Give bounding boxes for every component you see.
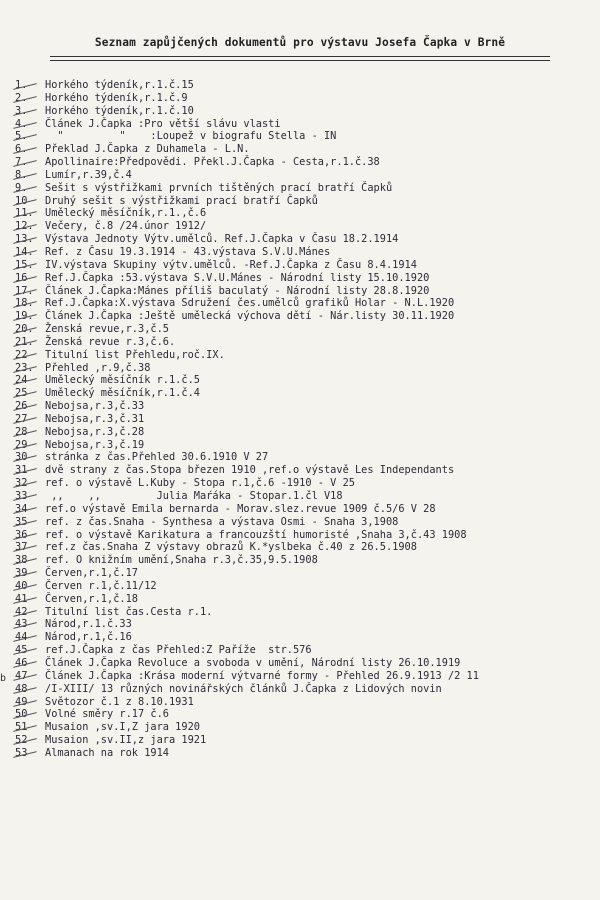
list-item	[15, 554, 595, 567]
item-text: Večery, č.8 /24.únor 1912/	[45, 220, 207, 233]
list-item	[15, 362, 595, 375]
title-underline-1	[50, 56, 550, 57]
list-item	[15, 259, 595, 272]
item-number: 50	[15, 708, 45, 721]
list-item	[15, 644, 595, 657]
list-item	[15, 490, 595, 503]
item-text: Horkého týdeník,r.1.č.15	[45, 79, 194, 91]
item-text: ref. O knižním umění,Snaha r.3,č.35,9.5.1908	[45, 554, 318, 567]
item-number: 10	[15, 195, 45, 208]
item-text: Umělecký měsíčník,r.1.č.4	[45, 387, 200, 400]
item-number: 24	[15, 374, 45, 387]
list-item	[15, 747, 595, 760]
list-item	[15, 207, 595, 220]
item-number: 28	[15, 426, 45, 439]
item-number: 25	[15, 387, 45, 400]
item-text: Druhý sešit s výstřižkami prací bratří Čapků	[45, 194, 318, 207]
item-text: Článek J.Čapka :Krása moderní výtvarné formy - Přehled 26.9.1913 /2 11	[45, 669, 479, 682]
list-item	[15, 349, 595, 362]
list-item	[15, 310, 595, 323]
item-number: 15.	[15, 259, 45, 272]
item-number: 38	[15, 554, 45, 567]
item-text: Musaion ,sv.I,Z jara 1920	[45, 721, 200, 734]
item-text: Ženská revue r.3,č.6.	[45, 335, 176, 348]
list-item	[15, 182, 595, 195]
list-item	[15, 400, 595, 413]
item-number: 14.	[15, 246, 45, 259]
item-text: Titulní list Přehledu,roč.IX.	[45, 348, 225, 361]
item-number: 9.	[15, 182, 45, 195]
title-underline-2	[50, 60, 550, 61]
item-text: " " :Loupež v biografu Stella - IN	[45, 130, 337, 143]
list-item	[15, 246, 595, 259]
list-item	[15, 92, 595, 105]
item-number: 53	[15, 747, 45, 760]
item-text: ref.J.Čapka z čas Přehled:Z Paříže str.576	[45, 644, 312, 657]
list-item	[15, 272, 595, 285]
margin-mark: b	[0, 673, 7, 684]
item-text: ref. o výstavě Karikatura a francouzští humoristé ,Snaha 3,č.43 1908	[45, 528, 467, 541]
document-list	[15, 79, 595, 760]
list-item	[15, 374, 595, 387]
list-item	[15, 606, 595, 619]
item-text: Ref.J.Čapka :53.výstava S.V.U.Mánes - Národní listy 15.10.1920	[45, 271, 430, 284]
list-item	[15, 516, 595, 529]
list-item	[15, 683, 595, 696]
item-text: ,, ,, Julia Maŕáka - Stopar.1.čl V18	[45, 490, 343, 502]
item-number: 2.	[15, 92, 45, 105]
item-text: Červen r.1,č.11/12	[45, 579, 157, 592]
list-item	[15, 297, 595, 310]
item-text: Světozor č.1 z 8.10.1931	[45, 695, 194, 708]
item-number: 22	[15, 349, 45, 362]
item-number: 4.	[15, 118, 45, 131]
item-text: Přehled ,r.9,č.38	[45, 361, 151, 374]
list-item	[15, 593, 595, 606]
list-item	[15, 529, 595, 542]
item-text: Ref.J.Čapka:X.výstava Sdružení čes.umělců grafiků Holar - N.L.1920	[45, 297, 455, 310]
item-number: 5.	[15, 130, 45, 143]
document-title: Seznam zapůjčených dokumentů pro výstavu Josefa Čapka v Brně	[94, 36, 506, 49]
item-text: Umělecký měsíčník,r.1.,č.6	[45, 207, 207, 220]
list-item	[15, 451, 595, 464]
item-number: 16	[15, 272, 45, 285]
list-item	[15, 285, 595, 298]
item-number: 7.	[15, 156, 45, 169]
item-text: Apollinaire:Předpovědi. Překl.J.Čapka - Cesta,r.1.č.38	[45, 156, 380, 169]
list-item	[15, 734, 595, 747]
list-item	[15, 413, 595, 426]
item-text: Článek J.Čapka :Ještě umělecká výchova dětí - Nár.listy 30.11.1920	[45, 310, 455, 323]
item-text: Nebojsa,r.3,č.28	[45, 425, 145, 438]
list-item	[15, 657, 595, 670]
item-text: ref. o výstavě L.Kuby - Stopa r.1,č.6 -1910 - V 25	[45, 477, 355, 490]
item-number: 12.	[15, 220, 45, 233]
item-number: 21.	[15, 336, 45, 349]
list-item	[15, 439, 595, 452]
item-text: Sešit s výstřižkami prvních tištěných prací bratří Čapků	[45, 181, 393, 194]
list-item	[15, 618, 595, 631]
item-text: Musaion ,sv.II,z jara 1921	[45, 734, 207, 747]
item-text: Překlad J.Čapka z Duhamela - L.N.	[45, 143, 250, 156]
item-number: 36	[15, 529, 45, 542]
item-number: 34	[15, 503, 45, 516]
item-number: 20.	[15, 323, 45, 336]
item-text: Horkého týdeník,r.1.č.10	[45, 104, 194, 117]
list-item	[15, 541, 595, 554]
item-number: 13.	[15, 233, 45, 246]
list-item	[15, 220, 595, 233]
item-text: Červen,r.1,č.18	[45, 592, 138, 605]
item-text: Volné směry r.17 č.6	[45, 708, 169, 721]
list-item	[15, 79, 595, 92]
list-item	[15, 336, 595, 349]
list-item	[15, 118, 595, 131]
item-number: 26	[15, 400, 45, 413]
item-number: 39	[15, 567, 45, 580]
list-item	[15, 503, 595, 516]
item-number: 52	[15, 734, 45, 747]
item-number: 19.	[15, 310, 45, 323]
item-text: stránka z čas.Přehled 30.6.1910 V 27	[45, 451, 269, 464]
item-number: 37	[15, 541, 45, 554]
item-number: 32	[15, 477, 45, 490]
list-item	[15, 169, 595, 182]
list-item	[15, 477, 595, 490]
item-text: Nebojsa,r.3,č.33	[45, 400, 145, 413]
item-text: Ref. z Času 19.3.1914 - 43.výstava S.V.U.Mánes	[45, 245, 331, 258]
item-text: Článek J.Čapka :Pro větší slávu vlasti	[45, 117, 281, 130]
item-number: 29	[15, 439, 45, 452]
item-text: Nebojsa,r.3,č.19	[45, 438, 145, 451]
item-number: 51	[15, 721, 45, 734]
item-number: 47	[15, 670, 45, 683]
item-number: 46	[15, 657, 45, 670]
list-item	[15, 670, 595, 683]
list-item	[15, 130, 595, 143]
item-number: 30	[15, 451, 45, 464]
item-number: 49	[15, 696, 45, 709]
item-number: 1.	[15, 79, 45, 92]
item-number: 44	[15, 631, 45, 644]
item-number: 6.	[15, 143, 45, 156]
item-text: Lumír,r.39,č.4	[45, 168, 132, 181]
item-text: ref. z čas.Snaha - Synthesa a výstava Osmi - Snaha 3,1908	[45, 515, 399, 528]
list-item	[15, 143, 595, 156]
item-number: 43	[15, 618, 45, 631]
list-item	[15, 567, 595, 580]
item-number: 33	[15, 490, 45, 503]
item-text: Ženská revue,r.3,č.5	[45, 323, 169, 336]
list-item	[15, 696, 595, 709]
item-text: ref.o výstavě Emila bernarda - Morav.slez.revue 1909 č.5/6 V 28	[45, 502, 436, 515]
list-item	[15, 580, 595, 593]
item-number: 8.	[15, 169, 45, 182]
list-item	[15, 387, 595, 400]
item-number: 48	[15, 683, 45, 696]
item-number: 42	[15, 606, 45, 619]
item-number: 23.	[15, 362, 45, 375]
list-item	[15, 323, 595, 336]
item-number: 31	[15, 464, 45, 477]
item-text: Almanach na rok 1914	[45, 746, 169, 759]
item-text: Článek J.Čapka:Mánes příliš baculatý - Národní listy 28.8.1920	[45, 284, 430, 297]
item-text: Červen,r.1,č.17	[45, 567, 138, 580]
list-item	[15, 233, 595, 246]
item-text: Národ,r.1,č.16	[45, 631, 132, 644]
item-number: 41	[15, 593, 45, 606]
item-text: /I-XIII/ 13 různých novinářských článků J.Čapka z Lidových novin	[45, 682, 442, 695]
item-text: Horkého týdeník,r.1.č.9	[45, 91, 188, 104]
list-item	[15, 156, 595, 169]
item-text: ref.z čas.Snaha Z výstavy obrazů K.*yslbeka č.40 z 26.5.1908	[45, 541, 417, 554]
item-text: Článek J.Čapka Revoluce a svoboda v umění, Národní listy 26.10.1919	[45, 656, 461, 669]
item-text: IV.výstava Skupiny výtv.umělců. -Ref.J.Čapka z Času 8.4.1914	[45, 258, 417, 271]
list-item	[15, 631, 595, 644]
item-number: 18.	[15, 297, 45, 310]
item-text: Titulní list čas.Cesta r.1.	[45, 605, 213, 618]
item-number: 11.	[15, 207, 45, 220]
item-number: 17.	[15, 285, 45, 298]
item-number: 35	[15, 516, 45, 529]
list-item	[15, 195, 595, 208]
item-number: 27	[15, 413, 45, 426]
item-text: Nebojsa,r.3,č.31	[45, 412, 145, 425]
list-item	[15, 105, 595, 118]
item-number: 3.	[15, 105, 45, 118]
item-text: Výstava Jednoty Výtv.umělců. Ref.J.Čapka v Času 18.2.1914	[45, 233, 399, 246]
item-text: Umělecký měsíčník r.1.č.5	[45, 374, 200, 387]
item-text: Národ,r.1.č.33	[45, 618, 132, 631]
list-item	[15, 426, 595, 439]
list-item	[15, 464, 595, 477]
list-item	[15, 708, 595, 721]
item-text: dvě strany z čas.Stopa březen 1910 ,ref.o výstavě Les Independants	[45, 464, 455, 477]
list-item	[15, 721, 595, 734]
item-number: 45	[15, 644, 45, 657]
item-number: 40	[15, 580, 45, 593]
